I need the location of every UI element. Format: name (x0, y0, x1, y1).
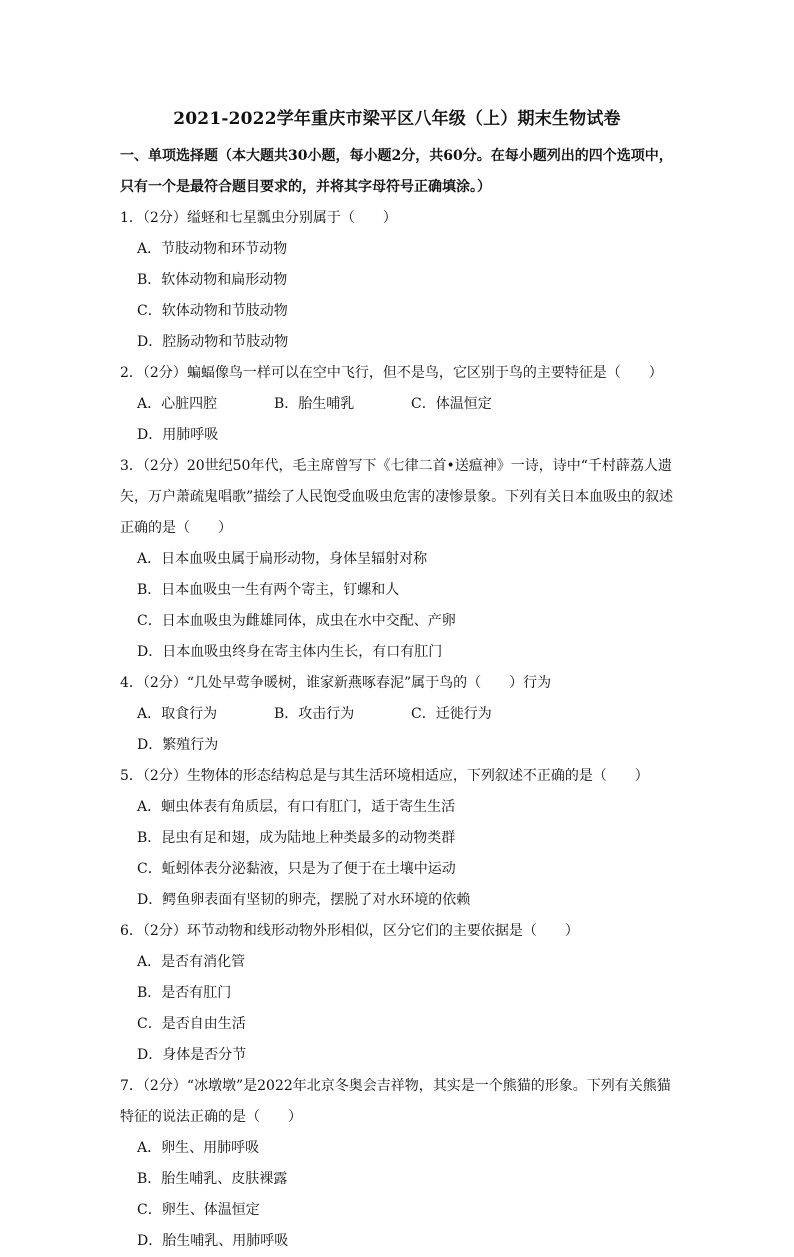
question-7 (120, 1071, 680, 1257)
section-heading: 一、单项选择题（本大题共30小题，每小题2分，共60分。在每小题列出的四个选项中，只有一个是最符合题目要求的，并将其字母符号正确填涂。） (120, 148, 673, 195)
option-b: B．胎生哺乳 (274, 396, 355, 412)
question-stem: 3．（2分）20世纪50年代，毛主席曾写下《七律二首•送瘟神》一诗，诗中“千村薜荔人遗矢，万户萧疏鬼唱歌”描绘了人民饱受血吸虫危害的凄惨景象。下列有关日本血吸虫的叙述正确的是（ ） (120, 458, 674, 536)
question-stem: 6．（2分）环节动物和线形动物外形相似，区分它们的主要依据是（ ） (120, 923, 579, 939)
question-list (0, 203, 794, 1257)
option-c: C．软体动物和节肢动物 (137, 303, 288, 319)
question-stem: 4．（2分）“几处早莺争暖树，谁家新燕啄春泥”属于鸟的（ ）行为 (120, 675, 552, 691)
option-d: D．鳄鱼卵表面有坚韧的卵壳，摆脱了对水环境的依赖 (137, 892, 471, 908)
option-c: C．日本血吸虫为雌雄同体，成虫在水中交配、产卵 (137, 613, 456, 629)
option-a: A．取食行为 (137, 706, 218, 722)
option-b: B．胎生哺乳、皮肤裸露 (137, 1171, 288, 1187)
question-1 (120, 203, 680, 358)
question-stem: 2．（2分）蝙蝠像鸟一样可以在空中飞行，但不是鸟，它区别于鸟的主要特征是（ ） (120, 365, 663, 381)
option-a: A．节肢动物和环节动物 (137, 241, 288, 257)
option-c: C．卵生、体温恒定 (137, 1202, 260, 1218)
option-d: D．日本血吸虫终身在寄主体内生长，有口有肛门 (137, 644, 443, 660)
option-list (120, 699, 680, 761)
question-3 (120, 451, 680, 668)
option-c: C．迁徙行为 (411, 706, 492, 722)
option-list (120, 1133, 680, 1257)
option-d: D．繁殖行为 (137, 737, 219, 753)
option-c: C．是否自由生活 (137, 1016, 246, 1032)
option-list (120, 544, 680, 668)
option-a: A．是否有消化管 (137, 954, 246, 970)
option-d: D．腔肠动物和节肢动物 (137, 334, 289, 350)
question-2 (120, 358, 680, 451)
option-list (120, 234, 680, 358)
option-d: D．身体是否分节 (137, 1047, 247, 1063)
question-stem: 5．（2分）生物体的形态结构总是与其生活环境相适应，下列叙述不正确的是（ ） (120, 768, 649, 784)
option-b: B．是否有肛门 (137, 985, 232, 1001)
option-c: C．蚯蚓体表分泌黏液，只是为了便于在土壤中运动 (137, 861, 456, 877)
question-stem: 1．（2分）缢蛏和七星瓢虫分别属于（ ） (120, 210, 397, 226)
option-b: B．攻击行为 (274, 706, 355, 722)
option-b: B．软体动物和扁形动物 (137, 272, 288, 288)
option-b: B．昆虫有足和翅，成为陆地上种类最多的动物类群 (137, 830, 456, 846)
option-a: A．蛔虫体表有角质层，有口有肛门，适于寄生生活 (137, 799, 456, 815)
option-a: A．心脏四腔 (137, 396, 218, 412)
option-list (120, 389, 680, 451)
option-d: D．胎生哺乳、用肺呼吸 (137, 1233, 289, 1249)
option-a: A．卵生、用肺呼吸 (137, 1140, 260, 1156)
option-d: D．用肺呼吸 (137, 427, 219, 443)
question-stem: 7．（2分）“冰墩墩”是2022年北京冬奥会吉祥物，其实是一个熊猫的形象。下列有关熊猫特征的说法正确的是（ ） (120, 1078, 671, 1125)
exam-title: 2021-2022学年重庆市梁平区八年级（上）期末生物试卷 (173, 109, 621, 129)
option-list (120, 792, 680, 916)
question-4 (120, 668, 680, 761)
question-6 (120, 916, 680, 1071)
option-c: C．体温恒定 (411, 396, 492, 412)
option-list (120, 947, 680, 1071)
option-a: A．日本血吸虫属于扁形动物，身体呈辐射对称 (137, 551, 428, 567)
option-b: B．日本血吸虫一生有两个寄主，钉螺和人 (137, 582, 400, 598)
question-5 (120, 761, 680, 916)
